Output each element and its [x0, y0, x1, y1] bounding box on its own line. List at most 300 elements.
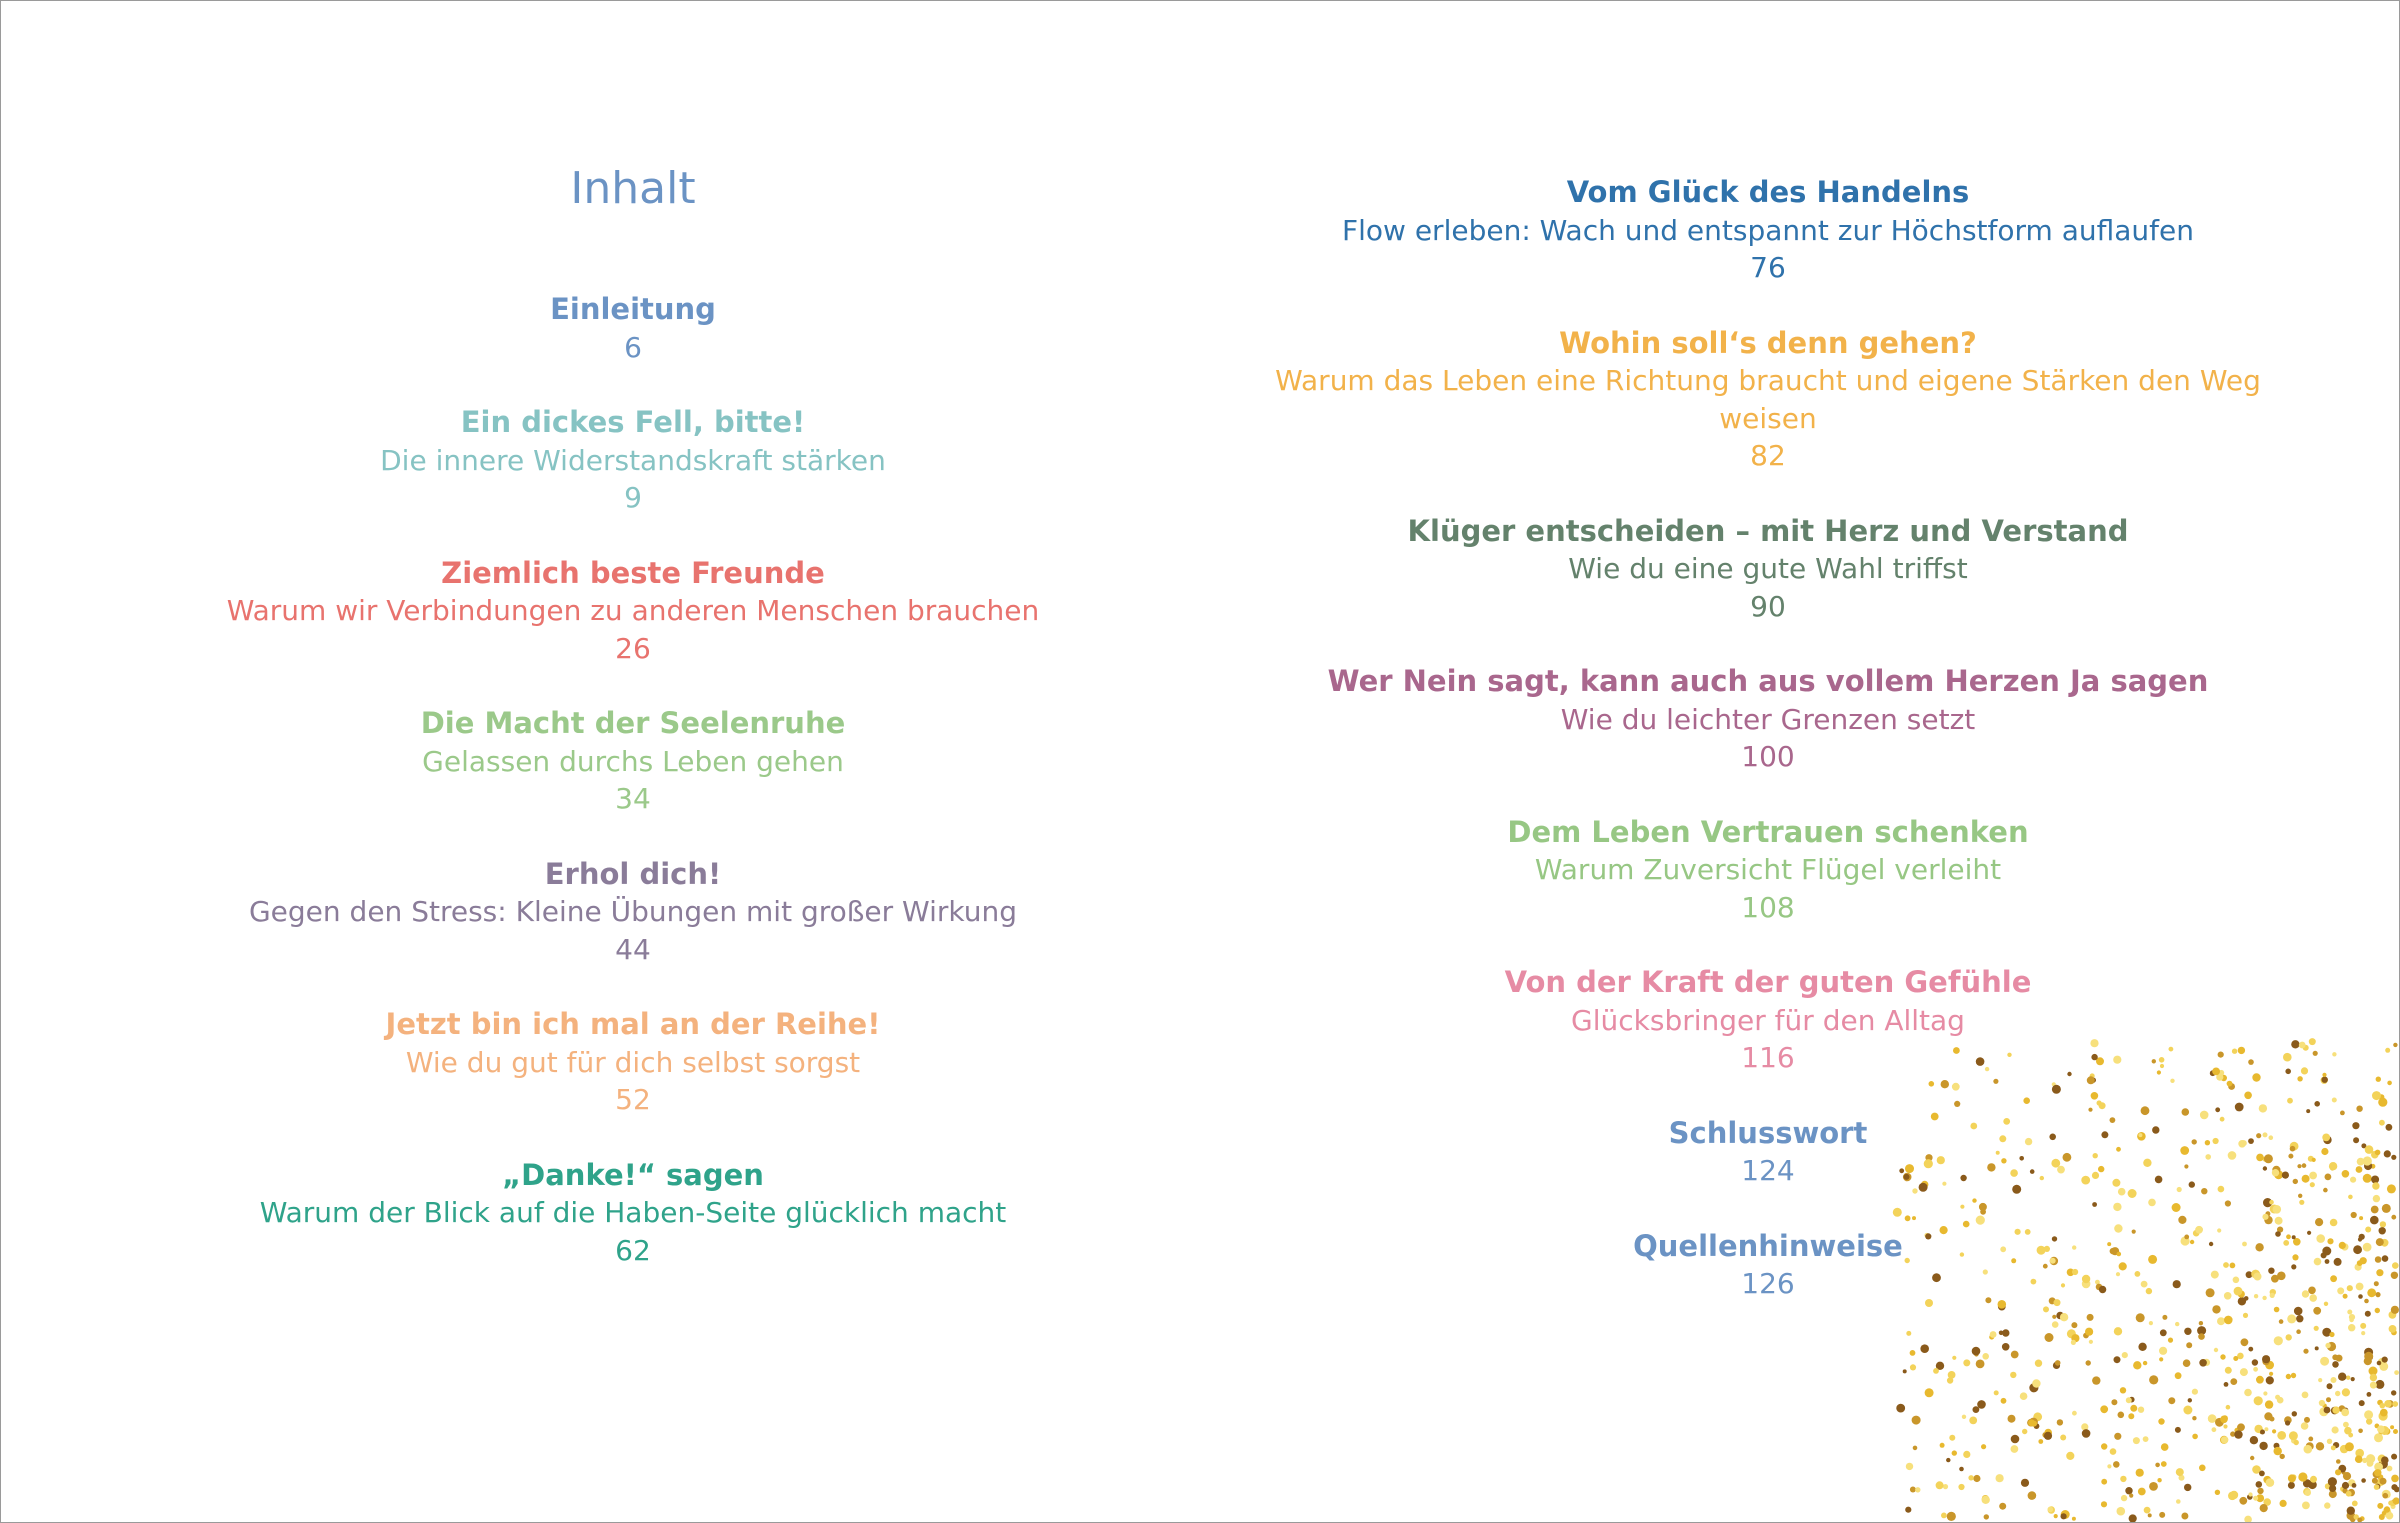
toc-entry-page-number: 116: [1741, 1041, 1795, 1074]
gold-dot: [2390, 1425, 2394, 1429]
gold-dot: [2101, 1501, 2107, 1507]
toc-entry: [1, 856, 1265, 969]
gold-dot: [2155, 1463, 2160, 1468]
gold-dot: [2385, 1048, 2390, 1053]
gold-dot: [2120, 1476, 2126, 1482]
gold-dot: [1958, 1484, 1964, 1490]
gold-dot: [2225, 1367, 2232, 1374]
gold-dot: [2378, 1358, 2387, 1367]
gold-dot: [2306, 1109, 2310, 1113]
gold-dot: [2379, 1094, 2385, 1100]
gold-dot: [2044, 1432, 2052, 1440]
gold-dot: [2340, 1445, 2348, 1453]
gold-dot: [2340, 1486, 2346, 1492]
toc-entry-subtitle: Gegen den Stress: Kleine Übungen mit großer Wirkung: [248, 895, 1018, 928]
gold-dot: [2117, 1507, 2126, 1516]
gold-dot: [2343, 1422, 2349, 1428]
gold-dot: [2329, 1332, 2334, 1337]
gold-dot: [2020, 1392, 2028, 1400]
gold-dot: [2380, 1478, 2387, 1485]
gold-dot: [1973, 1475, 1980, 1482]
toc-entry-page-number: 44: [615, 932, 651, 966]
gold-dot: [2340, 1111, 2345, 1116]
gold-dot: [2377, 1479, 2384, 1486]
gold-dot: [2321, 1252, 2327, 1258]
gold-dot: [2101, 1443, 2107, 1449]
gold-dot: [2360, 1257, 2367, 1264]
gold-dot: [2315, 1346, 2319, 1350]
gold-dot: [2362, 1458, 2367, 1463]
gold-dot: [2272, 1429, 2276, 1433]
gold-dot: [2274, 1447, 2282, 1455]
gold-dot: [2391, 1484, 2397, 1490]
toc-entry-title: Wer Nein sagt, kann auch aus vollem Herzen Ja sagen: [1327, 664, 2209, 698]
gold-dot: [2357, 1518, 2362, 1523]
gold-dot: [2230, 1431, 2235, 1436]
gold-dot: [2350, 1517, 2356, 1523]
gold-dot: [2393, 1043, 2397, 1047]
gold-dot: [2254, 1396, 2263, 1405]
gold-dot: [2318, 1378, 2322, 1382]
gold-dot: [2125, 1487, 2132, 1494]
gold-dot: [2333, 1442, 2339, 1448]
gold-dot: [2291, 1438, 2297, 1444]
gold-dot: [2346, 1491, 2352, 1497]
gold-dot: [2128, 1413, 2134, 1419]
gold-dot: [2351, 1212, 2357, 1218]
gold-dot: [2387, 1184, 2396, 1193]
toc-entry: [1231, 663, 2305, 776]
toc-entry-subtitle: Warum Zuversicht Flügel verleiht: [1534, 853, 2002, 886]
gold-dot: [1912, 1416, 1921, 1425]
gold-dot: [2370, 1216, 2379, 1225]
gold-dot: [2323, 1188, 2328, 1193]
gold-dot: [2250, 1456, 2254, 1460]
gold-dot: [2339, 1405, 2346, 1412]
gold-dot: [2275, 1395, 2280, 1400]
gold-dot: [1952, 1450, 1957, 1455]
gold-dot: [2341, 1409, 2349, 1417]
gold-dot: [2072, 1411, 2077, 1416]
gold-dot: [2144, 1507, 2151, 1514]
gold-dot: [2179, 1475, 2185, 1481]
gold-dot: [2353, 1245, 2362, 1254]
gold-dot: [2379, 1412, 2388, 1421]
gold-dot: [2110, 1448, 2117, 1455]
gold-dot: [2376, 1269, 2383, 1276]
gold-dot: [2322, 1328, 2331, 1337]
gold-dot: [2348, 1433, 2353, 1438]
gold-dot: [2391, 1390, 2396, 1395]
gold-dot: [2323, 1136, 2331, 1144]
gold-dot: [2330, 1219, 2338, 1227]
gold-dot: [2265, 1400, 2273, 1408]
gold-dot: [2384, 1506, 2390, 1512]
gold-dot: [2038, 1439, 2043, 1444]
gold-dot: [2263, 1498, 2271, 1506]
gold-dot: [2332, 1098, 2337, 1103]
gold-dot: [2379, 1120, 2385, 1126]
gold-dot: [2100, 1405, 2108, 1413]
gold-dot: [2315, 1218, 2323, 1226]
gold-dot: [2021, 1479, 2029, 1487]
gold-dot: [1906, 1463, 1913, 1470]
gold-dot: [2199, 1359, 2207, 1367]
gold-dot: [2364, 1348, 2373, 1357]
gold-dot: [2369, 1367, 2378, 1376]
gold-dot: [1948, 1371, 1956, 1379]
gold-dot: [2380, 1409, 2388, 1417]
toc-right-entries: [1231, 174, 2305, 1303]
gold-dot: [2388, 1501, 2393, 1506]
gold-dot: [2371, 1151, 2379, 1159]
gold-dot: [2348, 1195, 2353, 1200]
toc-entry: [1231, 1115, 2305, 1190]
gold-dot: [2060, 1435, 2066, 1441]
toc-entry-page-number: 6: [624, 330, 642, 364]
gold-dot: [2262, 1355, 2270, 1363]
gold-dot: [2066, 1452, 2074, 1460]
gold-dot: [2114, 1356, 2121, 1363]
gold-dot: [2393, 1429, 2398, 1434]
gold-dot: [2215, 1418, 2224, 1427]
gold-dot: [2223, 1424, 2227, 1428]
gold-dot: [2336, 1459, 2341, 1464]
gold-dot: [2186, 1342, 2192, 1348]
toc-left-entries: [1, 291, 1265, 1269]
gold-dot: [1999, 1503, 2006, 1510]
gold-dot: [2304, 1489, 2311, 1496]
gold-dot: [2349, 1318, 2354, 1323]
gold-dot: [2371, 1164, 2376, 1169]
gold-dot: [2343, 1294, 2348, 1299]
gold-dot: [2382, 1357, 2388, 1363]
gold-dot: [2370, 1374, 2377, 1381]
gold-dot: [2332, 1361, 2339, 1368]
gold-dot: [2192, 1434, 2198, 1440]
toc-entry-subtitle: Warum wir Verbindungen zu anderen Menschen brauchen: [226, 594, 1040, 627]
gold-dot: [2373, 1470, 2381, 1478]
gold-dot: [2382, 1511, 2386, 1515]
toc-entry-title: Vom Glück des Handelns: [1566, 175, 1970, 209]
gold-dot: [2221, 1436, 2228, 1443]
gold-dot: [2335, 1469, 2341, 1475]
gold-dot: [2352, 1122, 2359, 1129]
gold-dot: [2033, 1412, 2042, 1421]
gold-dot: [2322, 1247, 2331, 1256]
gold-dot: [2374, 1433, 2383, 1442]
gold-dot: [2343, 1408, 2348, 1413]
gold-dot: [2361, 1478, 2366, 1483]
gold-dot: [2394, 1487, 2400, 1493]
gold-dot: [2374, 1484, 2380, 1490]
gold-dot: [2301, 1422, 2309, 1430]
gold-dot: [1977, 1400, 1986, 1409]
gold-dot: [2149, 1375, 2158, 1384]
gold-dot: [2129, 1514, 2137, 1522]
toc-entry-subtitle: Flow erleben: Wach und entspannt zur Höchstform auflaufen: [1342, 213, 2194, 247]
gold-dot: [2253, 1367, 2258, 1372]
gold-dot: [2357, 1260, 2363, 1266]
gold-dot: [2332, 1052, 2336, 1056]
gold-dot: [2384, 1400, 2391, 1407]
toc-entry: [1231, 964, 2305, 1077]
gold-dot: [2244, 1389, 2252, 1397]
toc-entry: [1, 1157, 1265, 1270]
gold-dot: [2365, 1311, 2371, 1317]
gold-dot: [2310, 1182, 2315, 1187]
gold-dot: [2308, 1437, 2313, 1442]
gold-dot: [2230, 1378, 2237, 1385]
gold-dot: [1910, 1487, 1916, 1493]
gold-dot: [1947, 1512, 1956, 1521]
gold-dot: [1896, 1404, 1905, 1413]
gold-dot: [2391, 1499, 2397, 1505]
gold-dot: [2114, 1433, 2121, 1440]
gold-dot: [2248, 1347, 2253, 1352]
toc-entry: [1231, 325, 2305, 475]
gold-dot: [2379, 1514, 2385, 1520]
gold-dot: [2322, 1077, 2328, 1083]
gold-dot: [1981, 1444, 1986, 1449]
gold-dot: [2250, 1436, 2258, 1444]
gold-dot: [2335, 1391, 2340, 1396]
gold-dot: [2277, 1397, 2284, 1404]
gold-dot: [2253, 1496, 2258, 1501]
gold-dot: [2320, 1357, 2329, 1366]
gold-dot: [2298, 1472, 2307, 1481]
gold-dot: [2379, 1362, 2388, 1371]
gold-dot: [2126, 1397, 2132, 1403]
gold-dot: [2324, 1407, 2331, 1414]
gold-dot: [2244, 1516, 2252, 1523]
gold-dot: [2248, 1492, 2252, 1496]
gold-dot: [2048, 1507, 2054, 1513]
gold-dot: [2307, 1231, 2311, 1235]
gold-dot: [2393, 1497, 2400, 1504]
gold-dot: [2392, 1262, 2399, 1269]
gold-dot: [2176, 1499, 2181, 1504]
gold-dot: [2346, 1376, 2350, 1380]
gold-dot: [2082, 1429, 2091, 1438]
gold-dot: [2011, 1445, 2019, 1453]
gold-dot: [1968, 1475, 1973, 1480]
gold-dot: [2370, 1382, 2377, 1389]
gold-dot: [2377, 1503, 2383, 1509]
gold-dot: [1941, 1513, 1947, 1519]
gold-dot: [2351, 1377, 2355, 1381]
gold-dot: [2375, 1150, 2381, 1156]
gold-dot: [1959, 1467, 1964, 1472]
gold-dot: [2234, 1430, 2242, 1438]
gold-dot: [2358, 1237, 2362, 1241]
gold-dot: [2341, 1243, 2348, 1250]
gold-dot: [2048, 1506, 2055, 1513]
toc-entry-subtitle: Gelassen durchs Leben gehen: [422, 744, 844, 778]
gold-dot: [2379, 1227, 2386, 1234]
gold-dot: [2386, 1400, 2394, 1408]
gold-dot: [2002, 1343, 2010, 1351]
toc-entry-title: Ziemlich beste Freunde: [441, 555, 825, 590]
gold-dot: [2327, 1238, 2333, 1244]
gold-dot: [2378, 1455, 2386, 1463]
gold-dot: [2314, 1326, 2319, 1331]
gold-dot: [2366, 1454, 2375, 1463]
gold-dot: [2325, 1259, 2330, 1264]
gold-dot: [2220, 1354, 2225, 1359]
toc-entry-page-number: 34: [615, 782, 651, 815]
gold-dot: [2192, 1389, 2198, 1395]
gold-dot: [2168, 1397, 2175, 1404]
gold-dot: [1903, 1369, 1907, 1373]
gold-dot: [2028, 1491, 2037, 1500]
gold-dot: [2373, 1195, 2380, 1202]
gold-dot: [2389, 1311, 2397, 1319]
toc-entry-page-number: 126: [1741, 1267, 1795, 1300]
gold-dot: [2329, 1162, 2337, 1170]
gold-dot: [2353, 1137, 2359, 1143]
toc-entry-title: Wohin soll‘s denn gehen?: [1559, 325, 1977, 360]
gold-dot: [1973, 1406, 1980, 1413]
gold-dot: [1976, 1360, 1985, 1369]
gold-dot: [2158, 1418, 2164, 1424]
gold-dot: [2327, 1342, 2336, 1351]
gold-dot: [2377, 1400, 2383, 1406]
toc-entry: [1, 705, 1265, 818]
gold-dot: [2358, 1294, 2363, 1299]
gold-dot: [2363, 1243, 2372, 1252]
gold-dot: [2326, 1397, 2331, 1402]
gold-dot: [2188, 1398, 2192, 1402]
gold-dot: [2239, 1497, 2247, 1505]
gold-dot: [2214, 1348, 2218, 1352]
gold-dot: [2011, 1435, 2020, 1444]
gold-dot: [2319, 1407, 2328, 1416]
gold-dot: [2376, 1238, 2384, 1246]
gold-dot: [2057, 1419, 2063, 1425]
gold-dot: [2259, 1471, 2265, 1477]
gold-dot: [2390, 1504, 2395, 1509]
gold-dot: [2181, 1513, 2188, 1520]
gold-dot: [2055, 1360, 2061, 1366]
gold-dot: [2347, 1511, 2356, 1520]
gold-dot: [2120, 1387, 2126, 1393]
gold-dot: [2343, 1472, 2351, 1480]
gold-dot: [2327, 1439, 2332, 1444]
gold-dot: [2288, 1474, 2296, 1482]
gold-dot: [2130, 1405, 2137, 1412]
gold-dot: [2322, 1404, 2326, 1408]
gold-dot: [2357, 1458, 2362, 1463]
gold-dot: [2256, 1481, 2263, 1488]
gold-dot: [2263, 1391, 2267, 1395]
gold-dot: [2122, 1352, 2128, 1358]
gold-dot: [2306, 1442, 2314, 1450]
gold-dot: [2334, 1258, 2342, 1266]
gold-dot: [2061, 1513, 2067, 1519]
gold-dot: [2294, 1440, 2299, 1445]
gold-dot: [1984, 1514, 1989, 1519]
gold-dot: [2368, 1460, 2374, 1466]
gold-dot: [2383, 1493, 2389, 1499]
gold-dot: [2316, 1442, 2324, 1450]
gold-dot: [2375, 1380, 2384, 1389]
gold-dot: [2192, 1416, 2196, 1420]
gold-dot: [2359, 1400, 2365, 1406]
gold-dot: [2331, 1377, 2337, 1383]
gold-dot: [2342, 1482, 2349, 1489]
gold-dot: [2254, 1425, 2262, 1433]
gold-dot: [2347, 1310, 2352, 1315]
toc-entry-title: Jetzt bin ich mal an der Reihe!: [385, 1007, 881, 1041]
gold-dot: [2269, 1372, 2273, 1376]
gold-dot: [2371, 1206, 2379, 1214]
gold-dot: [2391, 1475, 2399, 1483]
gold-dot: [2364, 1299, 2369, 1304]
gold-dot: [2359, 1234, 2365, 1240]
gold-dot: [2348, 1324, 2355, 1331]
gold-dot: [2061, 1510, 2070, 1519]
gold-dot: [1963, 1359, 1970, 1366]
gold-dot: [2270, 1417, 2275, 1422]
gold-dot: [2136, 1469, 2144, 1477]
toc-entry-page-number: 9: [624, 481, 642, 514]
gold-dot: [2312, 1158, 2316, 1162]
gold-dot: [2266, 1478, 2275, 1487]
gold-dot: [2138, 1407, 2144, 1413]
gold-dot: [2054, 1514, 2058, 1518]
gold-dot: [2324, 1302, 2328, 1306]
gold-dot: [2199, 1465, 2206, 1472]
gold-dot: [2234, 1428, 2240, 1434]
gold-dot: [2328, 1477, 2337, 1486]
gold-dot: [2387, 1081, 2392, 1086]
gold-dot: [1962, 1415, 1966, 1419]
gold-dot: [2356, 1166, 2363, 1173]
gold-dot: [2354, 1514, 2359, 1519]
gold-dot: [2265, 1361, 2274, 1370]
gold-dot: [2365, 1227, 2371, 1233]
gold-dot: [2378, 1474, 2384, 1480]
gold-dot: [2380, 1426, 2389, 1435]
gold-dot: [2107, 1464, 2111, 1468]
gold-dot: [1913, 1446, 1918, 1451]
gold-dot: [2256, 1376, 2264, 1384]
gold-dot: [2382, 1508, 2391, 1517]
toc-entry-subtitle: Wie du eine gute Wahl triffst: [1568, 552, 1968, 585]
gold-dot: [2322, 1073, 2326, 1077]
gold-dot: [2313, 1307, 2321, 1315]
gold-dot: [2327, 1383, 2333, 1389]
gold-dot: [2332, 1426, 2339, 1433]
toc-entry-title: Ein dickes Fell, bitte!: [460, 405, 806, 439]
gold-dot: [2375, 1424, 2380, 1429]
gold-dot: [2321, 1148, 2328, 1155]
gold-dot: [2183, 1359, 2191, 1367]
gold-dot: [2367, 1288, 2376, 1297]
gold-dot: [2337, 1287, 2344, 1294]
gold-dot: [2289, 1482, 2295, 1488]
gold-dot: [2309, 1038, 2316, 1045]
toc-entry-title: Klüger entscheiden – mit Herz und Verstand: [1407, 513, 2129, 548]
gold-dot: [2376, 1480, 2382, 1486]
gold-dot: [2331, 1407, 2339, 1415]
gold-dot: [2339, 1242, 2346, 1249]
gold-dot: [2161, 1461, 2167, 1467]
gold-dot: [1936, 1362, 1944, 1370]
gold-dot: [2382, 1204, 2391, 1213]
gold-dot: [2377, 1361, 2382, 1366]
